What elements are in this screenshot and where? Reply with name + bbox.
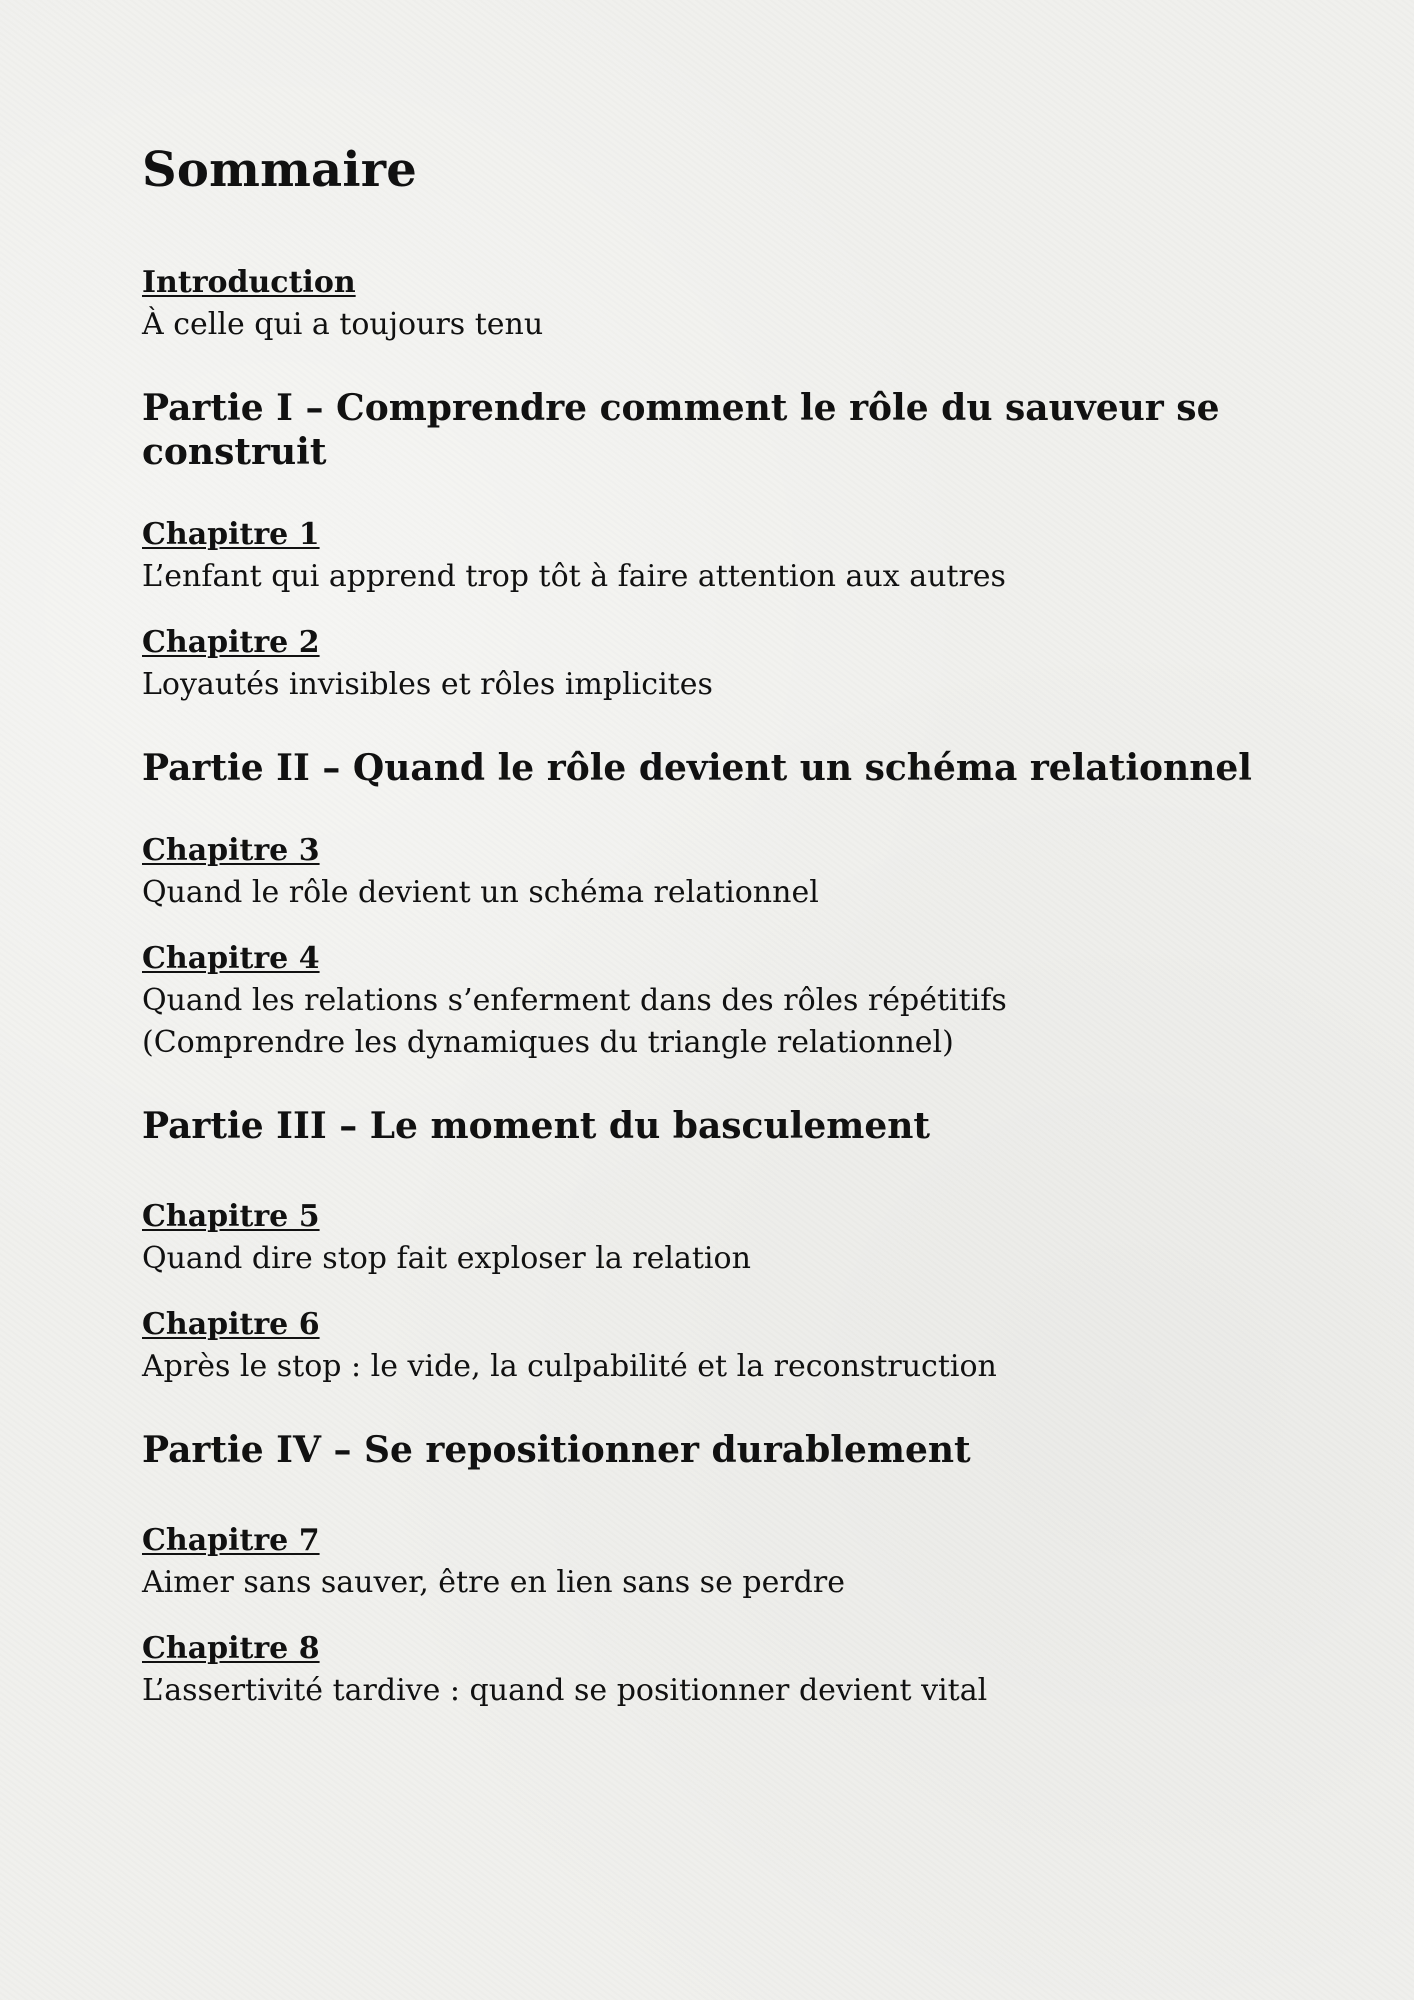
chapter-title: Loyautés invisibles et rôles implicites: [142, 667, 713, 702]
chapter-label: Chapitre 8: [142, 1631, 320, 1666]
chapter-entry: [142, 830, 1272, 914]
chapter-entry: [142, 938, 1272, 1064]
chapter-subtitle: (Comprendre les dynamiques du triangle relationnel): [142, 1025, 954, 1060]
chapter-entry: [142, 622, 1272, 706]
chapter-title: Quand le rôle devient un schéma relationnel: [142, 875, 819, 910]
chapter-title: Aimer sans sauver, être en lien sans se perdre: [142, 1565, 845, 1600]
part-title: Partie III – Le moment du basculement: [142, 1105, 931, 1147]
chapter-title: L’enfant qui apprend trop tôt à faire attention aux autres: [142, 559, 1006, 594]
chapter-entry: [142, 1304, 1272, 1388]
chapter-label: Chapitre 7: [142, 1523, 320, 1558]
chapter-label: Chapitre 4: [142, 941, 320, 976]
chapter-entry: [142, 514, 1272, 598]
chapter-title: L’assertivité tardive : quand se positionner devient vital: [142, 1673, 988, 1708]
chapter-entry: [142, 1628, 1272, 1712]
chapter-label: Chapitre 3: [142, 833, 320, 868]
document-page: [142, 140, 1272, 1712]
chapter-title: Quand dire stop fait exploser la relation: [142, 1241, 751, 1276]
page-title: Sommaire: [142, 142, 418, 198]
chapter-title: Quand les relations s’enferment dans des rôles répétitifs: [142, 983, 1007, 1018]
part-title: Partie I – Comprendre comment le rôle du sauveur se construit: [142, 387, 1220, 473]
chapter-entry: [142, 1520, 1272, 1604]
chapter-label: Chapitre 5: [142, 1199, 320, 1234]
table-of-contents: [142, 262, 1272, 1712]
chapter-entry: [142, 1196, 1272, 1280]
chapter-label: Chapitre 1: [142, 517, 320, 552]
chapter-title: Après le stop : le vide, la culpabilité et la reconstruction: [142, 1349, 997, 1384]
chapter-label: Chapitre 6: [142, 1307, 320, 1342]
introduction-label: Introduction: [142, 265, 356, 300]
introduction-entry: [142, 262, 1272, 346]
part-title: Partie IV – Se repositionner durablement: [142, 1429, 971, 1471]
part-title: Partie II – Quand le rôle devient un schéma relationnel: [142, 747, 1252, 789]
introduction-text: À celle qui a toujours tenu: [142, 307, 544, 342]
chapter-label: Chapitre 2: [142, 625, 320, 660]
